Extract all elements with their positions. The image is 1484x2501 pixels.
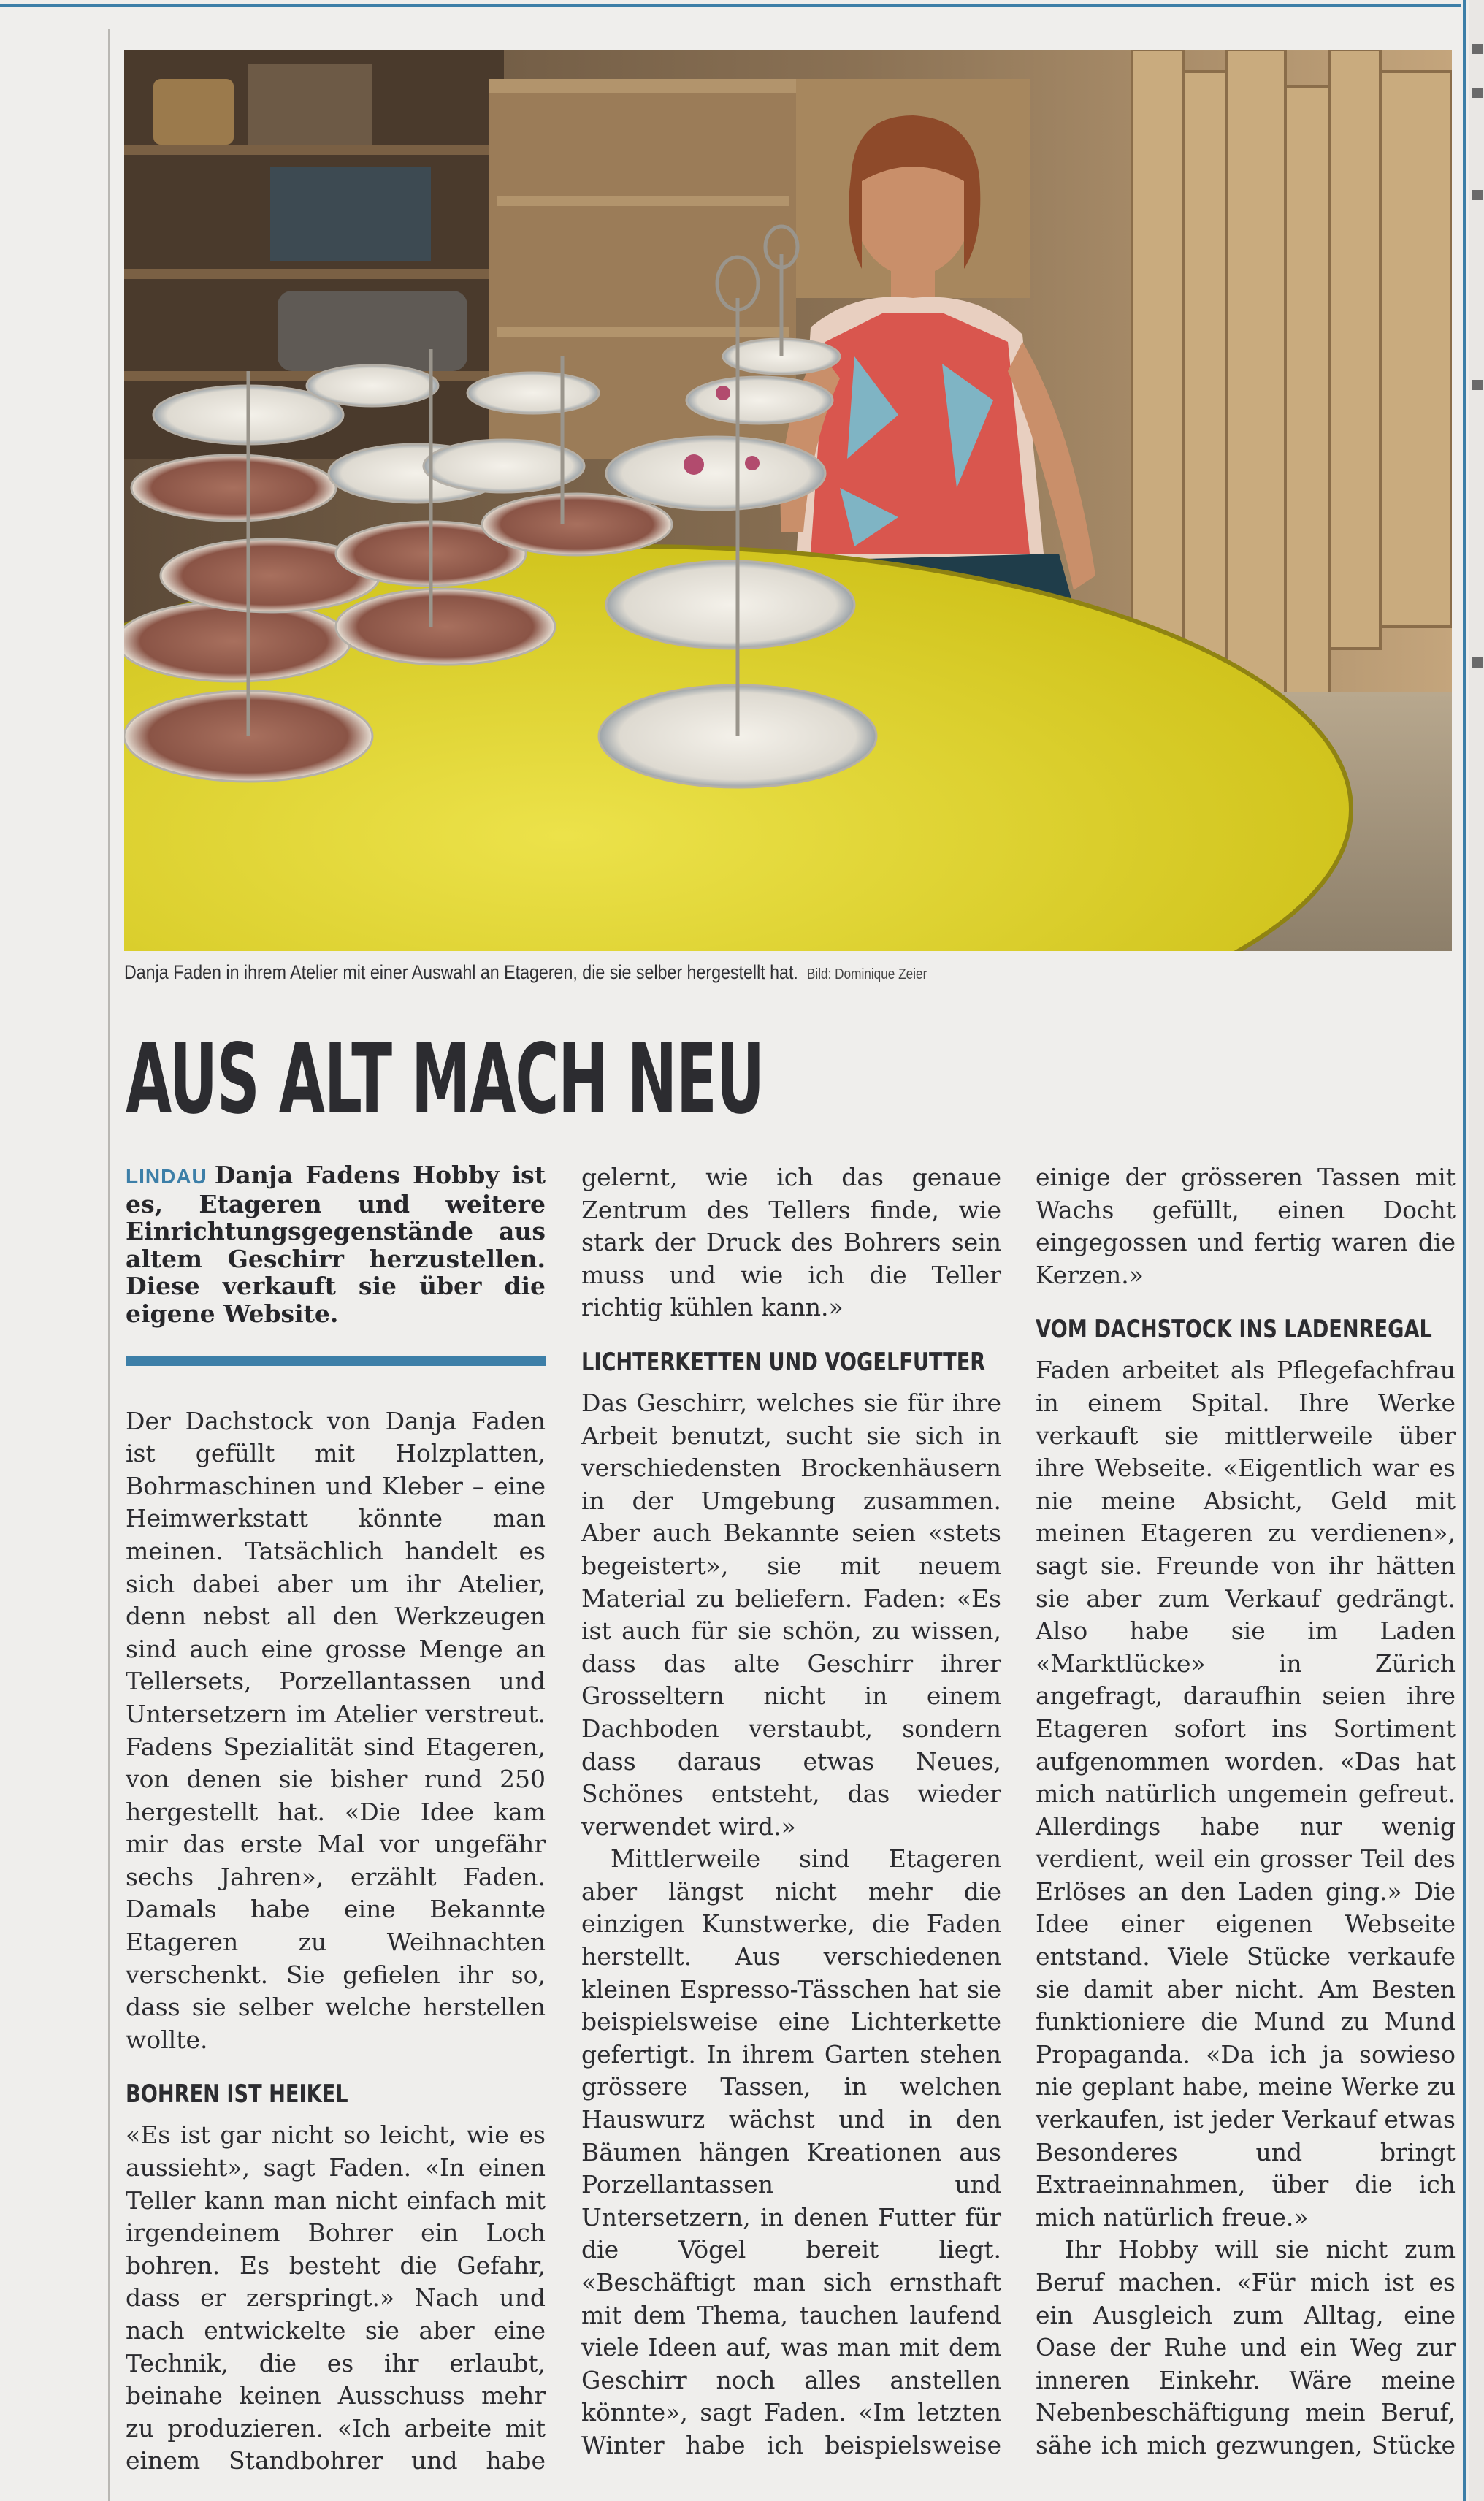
lead-divider-bar: [126, 1356, 546, 1366]
photo-credit: Bild: Dominique Zeier: [806, 966, 928, 982]
page-fold-line: [108, 29, 110, 2501]
top-rule: [0, 4, 1461, 7]
article-photo: [124, 50, 1452, 951]
photo-caption: [124, 961, 1266, 984]
adjacent-page-edge: [1469, 0, 1484, 2501]
column-1: [126, 1161, 546, 2478]
body-paragraph: gelernt, wie ich das genaue Zentrum des Tellers finde, wie stark der Druck des Bohrers sein muss und wie ich die Teller richtig kühlen kann.»: [581, 1163, 1001, 1322]
body-paragraph: Mittlerweile sind Etageren aber längst nicht mehr die einzigen Kunstwerke, die Faden herstellt. Aus verschiedenen kleinen Espresso-Tässchen hat sie beispielsweise eine Lichterkette gefertigt. In ihrem Garten stehen grössere Tassen, in welchen Hauswurz wächst und in den Bäumen hängen Kreationen aus Porzellantassen und Untersetzern, in denen Futter für die Vögel bereit liegt. «Beschäftigt man sich ernsthaft mit dem Thema, tauchen laufend viele Ideen auf, was man mit dem Geschirr noch alles anstellen könnte», sagt Faden. «Im letzten Winter habe ich beispielsweise: [581, 1844, 1001, 2459]
column-2: [581, 1161, 1001, 2462]
lead-text: Danja Fadens Hobby ist es, Etageren und weitere Einrichtungsgegenstände aus altem Geschirr herzustellen. Diese verkauft sie über die eigene Website.: [126, 1161, 546, 1328]
dateline: LINDAU: [126, 1165, 207, 1188]
subheading-lichterketten: LICHTERKETTEN UND VOGELFUTTER: [581, 1347, 986, 1377]
column-3: [1036, 1161, 1456, 2462]
column-2-flow: [581, 1161, 1001, 2462]
atelier-photo-illustration: [124, 50, 1452, 951]
caption-text: Danja Faden in ihrem Atelier mit einer Auswahl an Etageren, die sie selber hergestellt hat.: [124, 961, 798, 983]
subheading-bohren: BOHREN IST HEIKEL: [126, 2080, 348, 2109]
column-3-flow: [1036, 1161, 1456, 2462]
body-paragraph: Ihr Hobby will sie nicht zum Beruf machen. «Für mich ist es ein Ausgleich zum Alltag, eine Oase der Ruhe und ein Weg zur inneren Einkehr. Wäre meine Nebenbeschäftigung mein Beruf, sähe ich mich gezwungen, Stücke: [1036, 2235, 1456, 2459]
body-paragraph: Der Dachstock von Danja Faden ist gefüllt mit Holzplatten, Bohrmaschinen und Kleber – eine Heimwerkstatt könnte man meinen. Tatsächlich handelt es sich dabei aber um ihr Atelier, denn nebst all den Werkzeugen sind auch eine grosse Menge an Tellersets, Porzellantassen und Untersetzern im Atelier verstreut. Fadens Spezialität sind Etageren, von denen sie bisher rund 250 hergestellt hat. «Die Idee kam mir das erste Mal vor ungefähr sechs Jahren», erzählt Faden. Damals habe eine Bekannte Etageren zu Weihnachten verschenkt. Sie gefielen ihr so, dass sie selber welche herstellen wollte.: [126, 1406, 546, 2054]
body-paragraph: Das Geschirr, welches sie für ihre Arbeit benutzt, sucht sie sich in verschiedensten Brockenhäusern in der Umgebung zusammen. Aber auch Bekannte seien «stets begeistert», sie mit neuem Material zu beliefern. Faden: «Es ist auch für sie schön, zu wissen, dass das alte Geschirr ihrer Grosseltern nicht in einem Dachboden verstaubt, sondern dass daraus etwas Neues, Schönes entsteht, das wieder verwendet wird.»: [581, 1388, 1001, 1841]
right-column-rule: [1463, 0, 1466, 2501]
subheading-dachstock: VOM DACHSTOCK INS LADENREGAL: [1036, 1315, 1432, 1345]
article-headline: AUS ALT MACH NEU: [126, 1023, 764, 1136]
body-paragraph: Faden arbeitet als Pflegefachfrau in einem Spital. Ihre Werke verkauft sie mittlerweile über ihre Webseite. «Eigentlich war es nie meine Absicht, Geld mit meinen Etageren zu verdienen», sagt sie. Freunde von ihr hätten sie aber zum Verkauf gedrängt. Also habe sie im Laden «Marktlücke» in Zürich angefragt, daraufhin seien ihre Etageren sofort ins Sortiment aufgenommen worden. «Das hat mich natürlich ungemein gefreut. Allerdings habe nur wenig verdient, weil ein grosser Teil des Erlöses an den Laden ging.» Die Idee einer eigenen Webseite entstand. Viele Stücke verkaufe sie damit aber nicht. Am Besten funktioniere die Mund zu Mund Propaganda. «Da ich ja sowieso nie geplant habe, meine Werke zu verkaufen, ist jeder Verkauf etwas Besonderes und bringt Extraeinnahmen, über die ich mich natürlich freue.»: [1036, 1356, 1456, 2231]
article-lead: [126, 1161, 546, 1328]
body-paragraph: einige der grösseren Tassen mit Wachs gefüllt, einen Docht eingegossen und fertig waren die Kerzen.»: [1036, 1163, 1456, 1289]
body-paragraph: «Es ist gar nicht so leicht, wie es aussieht», sagt Faden. «In einen Teller kann man nicht einfach mit irgendeinem Bohrer ein Loch bohren. Es besteht die Gefahr, dass er zerspringt.» Nach und nach entwickelte sie aber eine Technik, die es ihr erlaubt, beinahe keinen Ausschuss mehr zu produzieren. «Ich arbeite mit einem Standbohrer und habe: [126, 2120, 546, 2475]
